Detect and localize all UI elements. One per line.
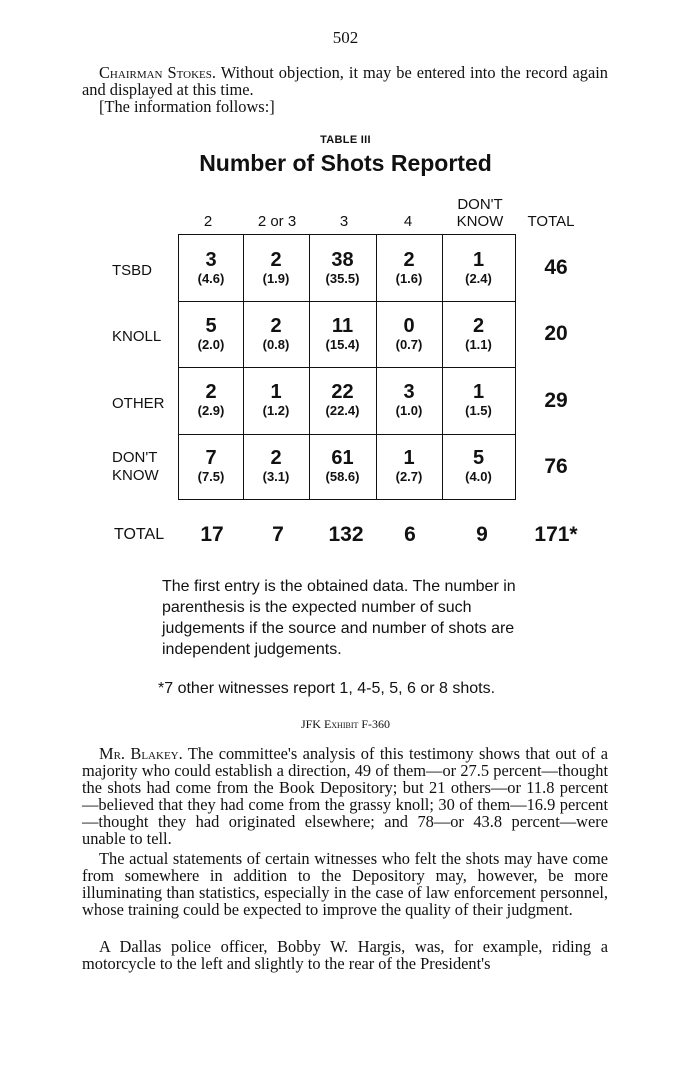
row-total-tsbd: 46 — [544, 256, 568, 279]
expected-value: (15.4) — [325, 337, 360, 352]
observed-value: 2 — [270, 315, 282, 337]
column-header-3: 3 — [339, 213, 349, 230]
table-cell — [376, 315, 442, 353]
blakey-paragraph — [82, 745, 608, 847]
expected-value: (22.4) — [325, 403, 360, 418]
hargis-paragraph: A Dallas police officer, Bobby W. Hargis, was, for example, riding a motorcycle to the left and slightly to the rear of the President's — [82, 937, 608, 973]
observed-value: 2 — [403, 249, 415, 271]
observed-value: 2 — [205, 381, 217, 403]
expected-value: (2.9) — [197, 403, 225, 418]
column-total-2-or-3: 7 — [272, 523, 284, 546]
column-header-2: 2 — [203, 213, 213, 230]
row-header-other: OTHER — [112, 395, 165, 412]
table-cell — [442, 249, 515, 287]
row-total-other: 29 — [544, 389, 568, 412]
observed-value: 1 — [270, 381, 282, 403]
expected-value: (1.0) — [395, 403, 423, 418]
table-cell — [442, 447, 515, 485]
row-header-tsbd: TSBD — [112, 262, 153, 279]
row-total-knoll: 20 — [544, 322, 568, 345]
table-cell — [376, 249, 442, 287]
table-footnote: *7 other witnesses report 1, 4-5, 5, 6 or 8 shots. — [158, 680, 496, 697]
intro-speaker: Chairman Stokes. — [99, 63, 216, 82]
table-cell — [309, 249, 376, 287]
observed-value: 5 — [205, 315, 217, 337]
column-header-dont-know: DON'T KNOW — [456, 196, 504, 230]
exhibit-caption: JFK Exhibit F-360 — [300, 717, 391, 731]
table-cell — [243, 381, 309, 419]
expected-value: (1.9) — [262, 271, 290, 286]
column-header-2-or-3: 2 or 3 — [257, 213, 297, 230]
table-cell — [309, 315, 376, 353]
table-cell — [309, 381, 376, 419]
blakey-text: The committee's analysis of this testimony shows that out of a majority who could establish a direction, 49 of them—or 27.5 percent—thought the shots had come from the Book Depository; but 21 others—or 11.8 percent—believed that they had come from the grassy knoll; 30 of them—16.9 percent—thought they had originated elsewhere; and 78—or 43.8 percent—were unable to tell. — [82, 744, 609, 848]
grid-line — [179, 301, 515, 302]
intro-bracket: [The information follows:] — [99, 97, 275, 116]
observed-value: 1 — [403, 447, 415, 469]
observed-value: 2 — [270, 249, 282, 271]
table-cell — [309, 447, 376, 485]
observed-value: 22 — [331, 381, 354, 403]
expected-value: (0.7) — [395, 337, 423, 352]
page-number: 502 — [332, 28, 359, 47]
table-label: TABLE III — [320, 134, 371, 146]
expected-value: (0.8) — [262, 337, 290, 352]
total-row-label: TOTAL — [114, 526, 165, 543]
column-total-3: 132 — [328, 523, 364, 546]
column-total-dont-know: 9 — [476, 523, 488, 546]
table-cell — [376, 381, 442, 419]
row-total-dont-know: 76 — [544, 455, 568, 478]
table-cell — [179, 249, 243, 287]
expected-value: (2.0) — [197, 337, 225, 352]
column-header-4: 4 — [403, 213, 413, 230]
grid-line — [179, 434, 515, 435]
expected-value: (58.6) — [325, 469, 360, 484]
observed-value: 3 — [205, 249, 217, 271]
row-header-dont-know: DON'T KNOW — [112, 449, 159, 484]
table-cell — [442, 315, 515, 353]
expected-value: (4.6) — [197, 271, 225, 286]
observed-value: 1 — [472, 249, 485, 271]
expected-value: (1.6) — [395, 271, 423, 286]
intro-paragraph — [82, 64, 608, 98]
expected-value: (35.5) — [325, 271, 360, 286]
grid-line — [179, 367, 515, 368]
intro-text: Without objection, it may be entered into the record again and displayed at this time. — [82, 63, 609, 99]
expected-value: (7.5) — [197, 469, 225, 484]
contingency-grid — [178, 234, 516, 500]
table-cell — [243, 315, 309, 353]
table-cell — [442, 381, 515, 419]
expected-value: (1.5) — [465, 403, 492, 418]
column-header-total: TOTAL — [527, 213, 575, 230]
observed-value: 1 — [472, 381, 485, 403]
expected-value: (1.2) — [262, 403, 290, 418]
observed-value: 7 — [205, 447, 217, 469]
grand-total: 171* — [534, 523, 578, 546]
expected-value: (1.1) — [465, 337, 492, 352]
expected-value: (2.7) — [395, 469, 423, 484]
observed-value: 61 — [331, 447, 354, 469]
table-cell — [179, 315, 243, 353]
table-title: Number of Shots Reported — [199, 150, 492, 176]
table-cell — [243, 447, 309, 485]
observed-value: 3 — [403, 381, 415, 403]
observed-value: 2 — [270, 447, 282, 469]
table-note: The first entry is the obtained data. The number in parenthesis is the expected number of such judgements if the source and number of shots are independent judgements. — [162, 578, 516, 658]
blakey-speaker: Mr. Blakey. — [99, 744, 183, 763]
expected-value: (4.0) — [465, 469, 492, 484]
observed-value: 38 — [331, 249, 354, 271]
column-total-4: 6 — [404, 523, 416, 546]
table-cell — [179, 381, 243, 419]
observed-value: 11 — [331, 315, 354, 337]
table-cell — [243, 249, 309, 287]
column-total-2: 17 — [200, 523, 224, 546]
table-cell — [376, 447, 442, 485]
expected-value: (3.1) — [262, 469, 290, 484]
observed-value: 2 — [472, 315, 485, 337]
observed-value: 5 — [472, 447, 485, 469]
expected-value: (2.4) — [465, 271, 492, 286]
observed-value: 0 — [403, 315, 415, 337]
statements-paragraph: The actual statements of certain witnesses who felt the shots may have come from somewhere in addition to the Depository may, however, be more illuminating than statistics, especially in the case of law enforcement personnel, whose training could be expected to improve the quality of their judgment. — [82, 849, 608, 919]
table-cell — [179, 447, 243, 485]
row-header-knoll: KNOLL — [112, 328, 162, 345]
